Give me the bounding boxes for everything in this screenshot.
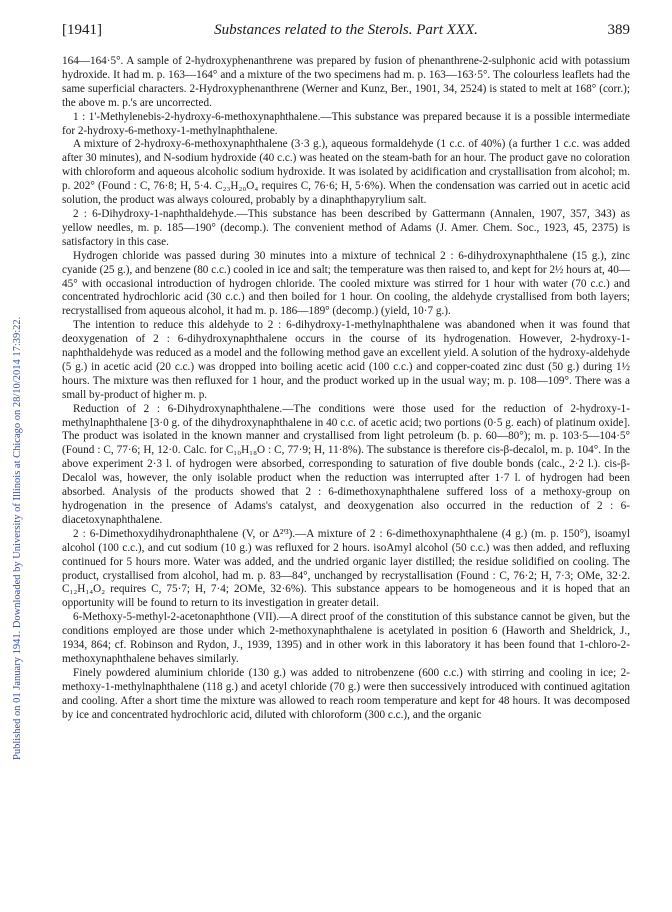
- running-header: [62, 22, 630, 42]
- paragraph: 1 : 1'-Methylenebis-2-hydroxy-6-methoxynaphthalene.—This substance was prepared because it is a possible intermediate for 2-hydroxy-6-methoxy-1-methylnaphthalene.: [62, 110, 630, 137]
- paragraph: 2 : 6-Dimethoxydihydronaphthalene (V, or Δ²'³).—A mixture of 2 : 6-dimethoxynaphthalene (4 g.) (m. p. 150°), isoamyl alcohol (100 c.c.), and cut sodium (10 g.) was refluxed for 2 hours. isoAmyl alcohol (50 c.c.) was then added, and refluxing continued for 5 hours more. Water was added, and the undried organic layer distilled; the residue solidified on cooling. The product, crystallised from alcohol, had m. p. 83—84°, unchanged by recrystallisation (Found : C, 76·2; H, 7·3; OMe, 32·2. C₁₂H₁₄O₂ requires C, 75·7; H, 7·4; 2OMe, 32·6%). This substance appears to be homogeneous and it is hoped that an opportunity will be found to return to its investigation in greater detail.: [62, 527, 630, 610]
- header-year: [1941]: [62, 22, 102, 38]
- paragraph: The intention to reduce this aldehyde to 2 : 6-dihydroxy-1-methylnaphthalene was abandoned when it was found that deoxygenation of 2 : 6-dihydroxynaphthalene occurs in the course of its hydrogenation. However, 2-hydroxy-1-naphthaldehyde was reduced as a model and the following method gave an excellent yield. A solution of the hydroxy-aldehyde (5 g.) in acetic acid (20 c.c.) was dropped into boiling acetic acid (100 c.c.) and copper-coated zinc dust (50 g.) during 1½ hours. The mixture was then refluxed for 1 hour, and the product worked up in the usual way; m. p. 108—109°. There was a small by-product of higher m. p.: [62, 319, 630, 401]
- paragraph: Finely powdered aluminium chloride (130 g.) was added to nitrobenzene (600 c.c.) with stirring and cooling in ice; 2-methoxy-1-methylnaphthalene (118 g.) and acetyl chloride (70 g.) were then successively introduced with continued agitation and cooling. After a short time the mixture was allowed to reach room temperature and kept for 48 hours. It was decomposed by ice and concentrated hydrochloric acid, diluted with chloroform (300 c.c.), and the organic: [62, 666, 630, 721]
- paragraph: Reduction of 2 : 6-Dihydroxynaphthalene.—The conditions were those used for the reduction of 2-hydroxy-1-methylnaphthalene [3·0 g. of the dihydroxynaphthalene in 40 c.c. of acetic acid; two portions (0·5 g. each) of platinum oxide]. The product was isolated in the known manner and crystallised from light petroleum (b. p. 60—80°); m. p. 103·5—104·5° (Found : C, 77·6; H, 12·0. Calc. for C₁₀H₁₈O : C, 77·9; H, 11·8%). The substance is therefore cis-β-decalol, m. p. 104°. In the above experiment 2·3 l. of hydrogen were absorbed, corresponding to saturation of five double bonds (calc., 2·2 l.). cis-β-Decalol was, however, the only isolable product when the reduction was interrupted after 1·7 l. of hydrogen had been absorbed. Analysis of the products showed that 2 : 6-dimethoxynaphthalene suffered loss of a methoxy-group on hydrogenation in the presence of Adams's catalyst, and deoxygenation also occurred in the reduction of 2 : 6-diacetoxynaphthalene.: [62, 402, 630, 526]
- page-number: 389: [607, 22, 630, 38]
- paragraph: 2 : 6-Dihydroxy-1-naphthaldehyde.—This substance has been described by Gattermann (Annalen, 1907, 357, 343) as yellow needles, m. p. 185—190° (decomp.). The convenient method of Adams (J. Amer. Chem. Soc., 1923, 45, 2375) is satisfactory in this case.: [62, 207, 630, 248]
- paragraph: A mixture of 2-hydroxy-6-methoxynaphthalene (3·3 g.), aqueous formaldehyde (1 c.c. of 40%) (a further 1 c.c. was added after 30 minutes), and N-sodium hydroxide (40 c.c.) was heated on the steam-bath for an hour. The product gave no coloration with chloroform and aqueous alcoholic sodium hydroxide. It was isolated by acidification and crystallisation from alcohol; m. p. 202° (Found : C, 76·8; H, 5·4. C₂₃H₂₀O₄ requires C, 76·6; H, 5·6%). When the condensation was carried out in acetic acid solution, the product was always coloured, probably by a dinaphthapyrylium salt.: [62, 138, 630, 207]
- paragraph: Hydrogen chloride was passed during 30 minutes into a mixture of technical 2 : 6-dihydroxynaphthalene (15 g.), zinc cyanide (25 g.), and benzene (80 c.c.) cooled in ice and salt; the temperature was then raised to, and kept for 2½ hours at, 40—45° with occasional introduction of hydrogen chloride. The cooled mixture was stirred for 1 hour with water (70 c.c.) and concentrated hydrochloric acid (30 c.c.) and then boiled for 1 hour. On cooling, the aldehyde crystallised from both layers; recrystallised from aqueous alcohol, it had m. p. 186—189° (decomp.) (yield, 10·7 g.).: [62, 249, 630, 318]
- header-title: Substances related to the Sterols. Part XXX.: [214, 22, 478, 38]
- article-body: [62, 55, 630, 723]
- download-watermark-text: Published on 01 January 1941. Downloaded by University of Illinois at Chicago on 28/10/2014 17:39:22.: [12, 316, 23, 760]
- paragraph: 164—164·5°. A sample of 2-hydroxyphenanthrene was prepared by fusion of phenanthrene-2-sulphonic acid with potassium hydroxide. It had m. p. 163—164° and a mixture of the two specimens had m. p. 163—163·5°. The colourless leaflets had the same superficial characters. 2-Hydroxyphenanthrene (Werner and Kunz, Ber., 1901, 34, 2524) is stated to melt at 168° (corr.); the above m. p.'s are uncorrected.: [62, 55, 630, 109]
- download-watermark: [12, 130, 26, 760]
- paragraph: 6-Methoxy-5-methyl-2-acetonaphthone (VII).—A direct proof of the constitution of this substance cannot be given, but the conditions employed are those under which 2-methoxynaphthalene is acetylated in position 6 (Haworth and Sheldrick, J., 1934, 864; cf. Robinson and Rydon, J., 1939, 1395) and in other work in this laboratory it has been found that 1-chloro-2-methoxynaphthalene behaves similarly.: [62, 611, 630, 665]
